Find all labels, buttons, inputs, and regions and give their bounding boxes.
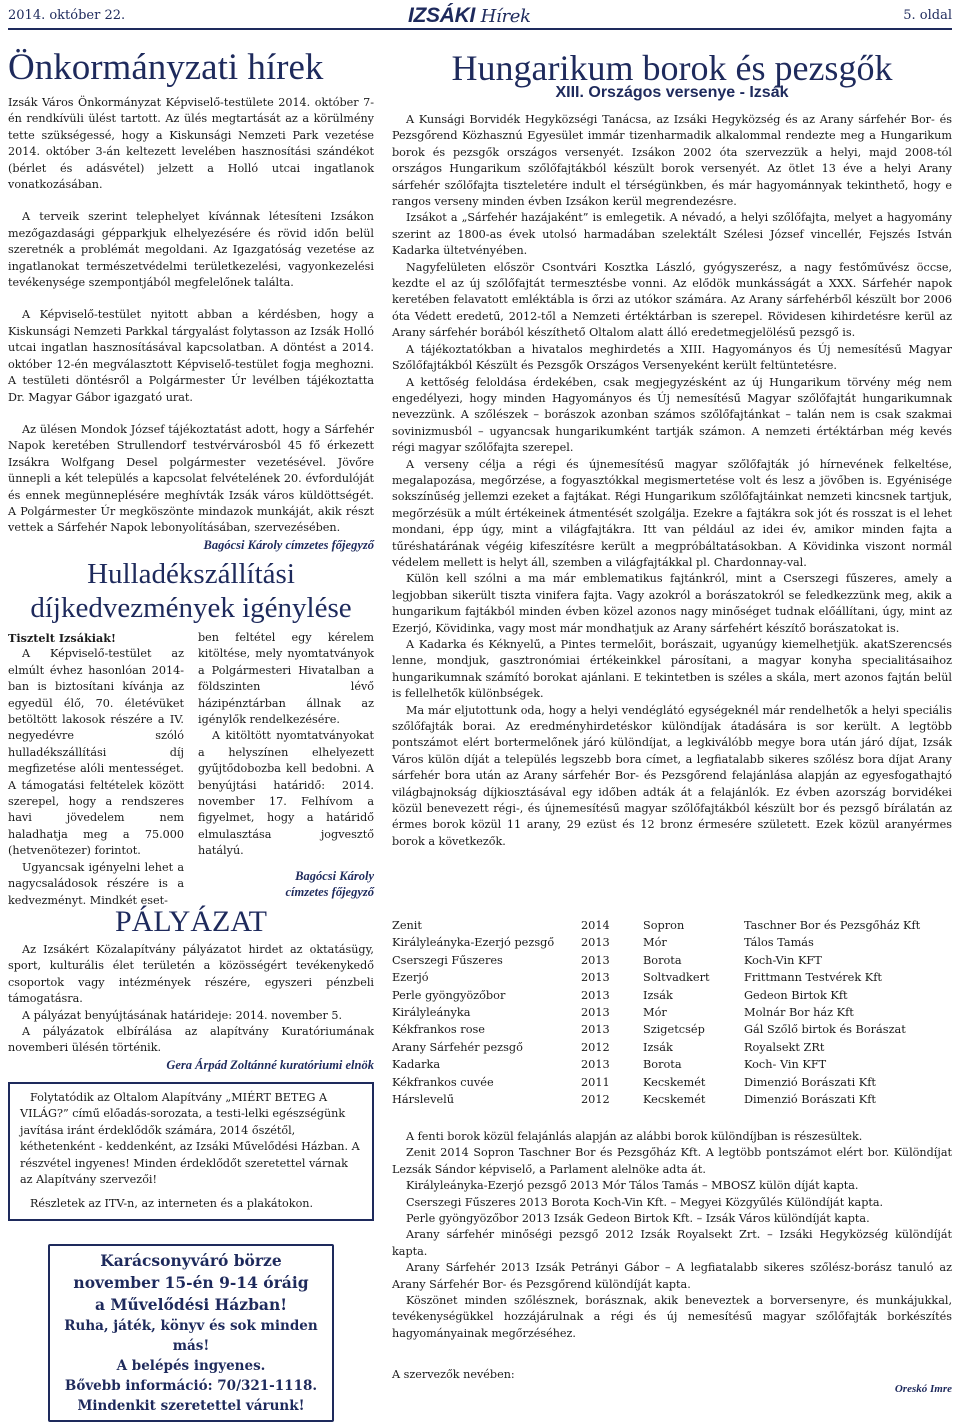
wine-year-cell: 2014 [581, 919, 610, 932]
bazar-entry: A belépés ingyenes. [116, 1358, 266, 1374]
palyazat-signature: Gera Árpád Zoltánné kuratóriumi elnök [166, 1057, 374, 1072]
hull-greeting: Tisztelt Izsákiak! [8, 631, 116, 645]
table-row [392, 919, 952, 936]
table-row [392, 1006, 952, 1023]
hung-award-paragraph: Arany sárfehér minőségi pezsgő 2012 Izsák Royalsekt Zrt. – Izsáki Hegyközség különdíját kapta. [392, 1228, 952, 1258]
wine-name-cell: Kadarka [392, 1058, 441, 1072]
wine-producer-cell: Royalsekt ZRt [744, 1040, 825, 1054]
wine-region-cell: Borota [643, 953, 682, 967]
hung-closing: A szervezők nevében: [392, 1368, 515, 1381]
wine-producer-cell: Koch-Vin KFT [744, 953, 822, 967]
table-row [392, 971, 952, 988]
table-row [392, 954, 952, 971]
wine-year-cell: 2013 [581, 936, 610, 950]
hung-paragraph: A tájékoztatókban a hivatalos meghirdetés a XIII. Hagyományos és Új nemesítésű Magyar Szőlőfajtákból Készült és Pezsgők Országos Versenyeként került feltüntetésre. [392, 342, 952, 373]
onk-paragraph-3: A Képviselő-testület nyitott abban a kérdésben, hogy a Kiskunsági Nemzeti Parkkal tárgyalást folytasson az Izsák Holló utcai ingatlan hasznosításával kapcsolatban. A döntést a 2014. október 12-én megválasztott Képviselő-testület fogja meghozni. A testületi döntésről a Polgármester Úr levélben tájékoztatta Dr. Magyar Gábor igazgató urat. [8, 308, 374, 404]
table-row [392, 1093, 952, 1110]
wine-name-cell: Zenit [392, 919, 422, 932]
bazar-title: Karácsonyváró börze [100, 1251, 282, 1270]
table-row [392, 1058, 952, 1075]
wine-year-cell: 2013 [581, 953, 610, 967]
wine-name-cell: Kékfrankos cuvée [392, 1075, 494, 1089]
wine-name-cell: Királyleányka [392, 1005, 471, 1019]
oltalom-notice-details: Részletek az ITV-n, az interneten és a plakátokon. [30, 1197, 314, 1211]
hull-col2-paragraph-1: ben feltétel egy kérelem kitöltése, mely nyomtatványok a Polgármesteri Hivatalban a földszinten lévő házipénztárban állnak az igénylők rendelkezésére. [198, 631, 374, 727]
wine-region-cell: Sopron [643, 919, 685, 932]
wine-name-cell: Királyleányka-Ezerjó pezsgő [392, 936, 555, 950]
wine-producer-cell: Koch- Vin KFT [744, 1058, 827, 1072]
wine-producer-cell: Dimenzió Borászati Kft [744, 1075, 876, 1089]
table-row [392, 989, 952, 1006]
hung-special-awards [392, 1129, 952, 1342]
wine-results-table [392, 919, 952, 1110]
wine-year-cell: 2013 [581, 988, 610, 1002]
hung-subtitle: XIII. Országos versenye - Izsák [555, 84, 789, 101]
table-row [392, 1041, 952, 1058]
onk-title: Önkormányzati hírek [8, 47, 324, 88]
hung-award-paragraph: Királyleányka-Ezerjó pezsgő 2013 Mór Tálos Tamás – MBOSZ külön díját kapta. [406, 1179, 859, 1193]
hull-article [8, 630, 374, 909]
wine-region-cell: Mór [643, 1005, 667, 1019]
hung-award-paragraph: Perle gyöngyözőbor 2013 Izsák Gedeon Birtok Kft. – Izsák Város különdíját kapta. [406, 1212, 870, 1226]
wine-name-cell: Arany Sárfehér pezsgő [392, 1040, 523, 1054]
bazar-venue: a Művelődési Házban! [94, 1295, 288, 1314]
wine-year-cell: 2013 [581, 1058, 610, 1072]
wine-producer-cell: Dimenzió Borászati Kft [744, 1092, 876, 1106]
hung-article [392, 112, 952, 850]
hull-title-line-1: Hulladékszállítási [87, 558, 295, 590]
hung-award-paragraph: Köszönet minden szőlésznek, borásznak, akik beneveztek a borversenyre, és munkájukkal, tevékenységükkel hozzájárulnak a régi és új nemesítésű magyar szőlőfajták borkészítés hagyományainak megőrzéséhez. [392, 1294, 952, 1340]
onk-signature: Bagócsi Károly címzetes főjegyző [203, 537, 374, 552]
newspaper-title-main: IZSÁKI [408, 4, 476, 27]
wine-name-cell: Perle gyöngyözőbor [392, 988, 506, 1002]
oltalom-notice-box [8, 1082, 374, 1221]
wine-region-cell: Izsák [643, 988, 673, 1002]
onk-paragraph-2: A terveik szerint telephelyet kívánnak létesíteni Izsákon mezőgazdasági gépparkjuk elhelyezésére és rövid időn belül szeretnék a problémát megoldani. Az Igazgatóság vezetése az ingatlanokat természetvédelmi területkezelési, vagyonkezelési tevékenysége szempontjából megfelelőnek találta. [8, 210, 374, 290]
onk-article [8, 95, 374, 553]
table-row [392, 1023, 952, 1040]
hung-award-paragraph: Cserszegi Fűszeres 2013 Borota Koch-Vin Kft. – Megyei Közgyűlés Különdíját kapta. [406, 1195, 884, 1209]
bazar-welcome: Mindenkit szeretettel várunk! [77, 1398, 305, 1414]
palyazat-article [8, 942, 374, 1073]
palyazat-paragraph-2: A pályázat benyújtásának határideje: 2014. november 5. [22, 1008, 343, 1022]
wine-region-cell: Mór [643, 936, 667, 950]
palyazat-paragraph-1: Az Izsákért Közalapítvány pályázatot hirdet az oktatásügy, sport, kulturális élet területén a közösségért tevékenykedő csoportok vagy intézmények részére, egyszeri pénzbeli támogatásra. [8, 943, 374, 1006]
masthead [8, 6, 952, 30]
hung-award-paragraph: Arany Sárfehér 2013 Izsák Petrányi Gábor – A legfiatalabb sikeres szőlész-borász tanuló az Arany Sárfehér Bor- és Pezsgőrend különdíját kapta. [392, 1261, 952, 1291]
newspaper-title-sub: Hírek [480, 6, 531, 27]
wine-year-cell: 2013 [581, 971, 610, 985]
onk-paragraph-4: Az ülésen Mondok József tájékoztatást adott, hogy a Sárfehér Napok keretében Strullendorf testvérvárosból 45 fő érkezett Izsákra Wolfgang Desel polgármester vezetésével. Jövőre ünnepli a két település a kapcsolat felvételének 20. évfordulóját és ennek megünneplésére meghívták Izsák város küldöttségét. A Polgármester Úr megköszönte mindazok munkáját, akik részt vettek a Sárfehér Napok lebonyolításában, szervezésében. [8, 422, 374, 535]
bazar-date: november 15-én 9-14 óráig [73, 1273, 309, 1292]
bazar-items: Ruha, játék, könyv és sok minden más! [64, 1318, 318, 1354]
onk-paragraph-1: Izsák Város Önkormányzat Képviselő-testülete 2014. október 7-én rendkívüli ülést tartott. Az ülés megtartását az a körülmény tette szükségessé, hogy a Kiskunsági Nemzeti Park vezetése 2014. október 3-án keltezett levelében hasznosítási szándékot (bérlet és adásvétel) jelzett a Holló utcai ingatlanok vonatkozásában. [8, 96, 374, 192]
hull-col1-paragraph-1: A Képviselő-testület az elmúlt évhez hasonlóan 2014-ban is biztosítani kívánja az egyedül élő, 70. életévüket betöltött lakosok részére a IV. negyedévre szóló hulladékszállítási díj megfizetése alóli mentességet. A támogatási feltételek között szerepel, hogy a rendszeres havi jövedelem nem haladhatja meg a 75.000 (hetvenötezer) forintot. [8, 647, 184, 858]
wine-year-cell: 2013 [581, 1023, 610, 1037]
wine-name-cell: Cserszegi Fűszeres [392, 953, 503, 967]
hung-paragraph: Izsákot a „Sárfehér hazájaként” is emlegetik. A névadó, a helyi szőlőfajta, melyet a hagyomány szerint az 1800-as évek utolsó harmadában szelektált Szélesi József vincellér, Fejszés István Kadarka ültetvényében. [392, 211, 952, 258]
wine-producer-cell: Molnár Bor ház Kft [744, 1005, 854, 1019]
hull-column-1 [8, 630, 184, 909]
bazar-box [48, 1244, 334, 1422]
hung-paragraph: Ma már eljutottunk oda, hogy a helyi vendéglátó egységeknél már rendelhetők a helyi speciális szőlőfajták borai. Az eredményhirdetéskor különdíjak átadására is sor került. A legtöbb pontszámot elért bortermelőnek járó különdíjat, a legkiválóbb megye bora után járó díjat, Izsák Város külön díját a település legszebb bora címet, a legfiatalabb sikeres szőlész bora díjat Arany sárfehér bora után az Arany sárfehér Bor- és Pezsgőrend felajánlása alapján az egyesfogathajtó világbajnokság díjkiosztásával egy időben adták át a felajánlók. Ez évben azország borvidékei közül benevezett régi-, és újnemesítésű magyar szőlőfajtákból készült bor és pezsgő bírálatán az érmes borok közül 11 arany, 29 ezüst és 12 bronz érmesére született. Ezek közül aranyérmes borok a következők. [392, 703, 952, 848]
wine-region-cell: Borota [643, 1058, 682, 1072]
newspaper-title [408, 4, 531, 28]
wine-producer-cell: Gedeon Birtok Kft [744, 988, 848, 1002]
table-row [392, 936, 952, 953]
hull-columns [8, 630, 374, 909]
hung-paragraph: A kettőség feloldása érdekében, csak megjegyzésként az új Hungarikum törvény még nem engedélyezi, hogy minden Hagyományos és Új nemesítésű Magyar szőlőfajtát hungarikumnak nevezzünk. A szőlészek – borászok azonban számos szőlőfajtánkat – talán nem is csak szakmai sovinizmusból – ugyancsak hungarikumként tartják számon. A nemzeti értéktárban még kevés régi magyar szőlőfajta szerepel. [392, 375, 952, 455]
wine-region-cell: Izsák [643, 1040, 673, 1054]
wine-producer-cell: Tálos Tamás [744, 936, 814, 950]
wine-name-cell: Ezerjó [392, 971, 429, 985]
wine-name-cell: Hárslevelű [392, 1092, 455, 1106]
palyazat-title: PÁLYÁZAT [115, 905, 267, 938]
hung-signature: Oreskó Imre [894, 1383, 952, 1395]
wine-year-cell: 2013 [581, 1005, 610, 1019]
hung-title: Hungarikum borok és pezsgők [451, 48, 893, 88]
wine-name-cell: Kékfrankos rose [392, 1023, 485, 1037]
hull-title-line-2: díjkedvezmények igénylése [30, 592, 352, 624]
hung-award-paragraph: Zenit 2014 Sopron Taschner Bor és Pezsgőház Kft. A legtöbb pontszámot elért bor. Különdíjat Lezsák Sándor képviselő, a Parlament alelnöke adta át. [392, 1146, 952, 1176]
hung-paragraph: Külön kell szólni a ma már emblematikus fajtánkról, mint a Cserszegi fűszeres, amely a legjobban sikerült tiszta vinifera fajta. Vagy azokról a borászatokról se feledkezzünk meg, akik a hungarikum fajtákból minden évben közel azonos nagy minőséget tudnak előállítani, úgy, mint az Ezerjó, Kövidinka, vagy most már mondhatjuk az Arany sárfehért készítő borászatokat is. [392, 572, 952, 635]
wine-region-cell: Szigetcsép [643, 1023, 705, 1037]
wine-year-cell: 2012 [581, 1040, 610, 1054]
hull-signature-title: címzetes főjegyző [285, 885, 374, 900]
bazar-info: Bővebb információ: 70/321-1118. [64, 1378, 318, 1394]
hung-paragraph: Nagyfelületen először Csontvári Kosztka László, gyógyszerész, a nagy festőművész öccse, kezdte el az új szőlőfajtát termesztésbe vonni. Az elődök munkásságát a XXX. Sárfehér napok keretében felavatott emléktábla is őrzi az utókor számára. Az Arany sárfehérből készült bor 2006 óta Védett eredetű, 2012-től a Nemzeti értéktárban is szerepel. Rövidesen kihirdetésre kerül az Arany sárfehér borából készíthető Oltalom alatt álló eredetmegjelölésű pezsgő is. [392, 260, 952, 340]
wine-producer-cell: Taschner Bor és Pezsgőház Kft [744, 919, 921, 932]
wine-region-cell: Kecskemét [643, 1075, 706, 1089]
wine-year-cell: 2012 [581, 1092, 610, 1106]
hung-paragraph: A Kunsági Borvidék Hegyközségi Tanácsa, az Izsáki Hegyközség és az Arany sárfehér Bor- és Pezsgőrend Közhasznú Egyesület immár tizenharmadik alkalommal rendezte meg a Hungarikum borok és pezsgők országos versenyét. Izsákon 2002 óta szervezzük a helyi, majd 2008-tól országos Hungarikum szőlőfajtákból készült borok versenyét. Az ötlet 13 éve a helyi Arany sárfehér szőlőfajta tiszteletére indult el térségünkben, és már hagyománnyak tekinthető, hogy e rangos verseny minden évben Izsákon kerül megrendezésre. [392, 113, 952, 209]
palyazat-paragraph-3: A pályázatok elbírálása az alapítvány Kuratóriumának novemberi ülésén történik. [8, 1025, 374, 1055]
oltalom-notice-text: Folytatódik az Oltalom Alapítvány „MIÉRT BETEG A VILÁG?” című előadás-sorozata, a testi-lelki egészségünk javítása iránt érdeklődők számára, 2014 őszétől, kéthetenként - keddenként, az Izsáki Művelődési Házban. A részvétel ingyenes! Minden érdeklődőt szeretettel várnak az Alapítvány szervezői! [20, 1091, 360, 1187]
page-number: 5. oldal [903, 8, 952, 23]
hung-paragraph: A verseny célja a régi és újnemesítésű magyar szőlőfajták jó hírnevének felkeltése, megalapozása, megőrzése, a fogyasztókkal megismertetése volt és lesz a jövőben is. Egyénisége sokszínűség jellemzi ezeket a fajtákat. Régi Hungarikum szőlőfajtáinkat nemzeti kincsnek tartjuk, megőrzésük a múlt értékeinek átmentését szolgálja. Ezekre a fajtákra sok jót és rosszat is el lehet mondani, épp úgy, mint a világfajtákra. Itt van például az idei év, amikor minden fajta a tűréshatárának végéig kifeszítésre került a megpróbáltatásokban. A Kövidinka viszont normál védelem mellett is helyt áll, szemben a világfajtákkal pl. Chardonnay-val. [392, 457, 952, 569]
wine-region-cell: Soltvadkert [643, 971, 710, 985]
hung-paragraph: A Kadarka és Kéknyelű, a Pintes termelőit, borászait, ugyanúgy kiemelhetjük. akatSzerencsés lenne, mondjuk, gasztronómiai értékeinkkel párosítani, a magyar konyha specialitásaihoz hungarikumnak számító borokat ajánlani. E tekintetben is széles a skála, mert azonos fajtán belül is fellelhetők különbségek. [392, 638, 952, 701]
hull-col1-paragraph-2: Ugyancsak igényelni lehet a nagycsaládosok részére is a kedvezményt. Mindkét eset- [8, 860, 184, 907]
hull-column-2 [198, 630, 374, 909]
issue-date: 2014. október 22. [8, 8, 126, 23]
wine-region-cell: Kecskemét [643, 1092, 706, 1106]
hull-col2-paragraph-2: A kitöltött nyomtatványokat a helyszínen elhelyezett gyűjtődobozba kell bedobni. A benyújtási határidő: 2014. november 17. Felhívom a figyelmet, hogy a határidő elmulasztása jogvesztő hatályú. [198, 729, 374, 858]
wine-producer-cell: Frittmann Testvérek Kft [744, 971, 882, 985]
wine-results-table-wrap [392, 919, 952, 1110]
wine-year-cell: 2011 [581, 1075, 610, 1089]
hung-award-paragraph: A fenti borok közül felajánlás alapján az alábbi borok különdíjban is részesültek. [406, 1130, 863, 1143]
hull-signature-name: Bagócsi Károly [295, 868, 374, 883]
wine-producer-cell: Gál Szőlő birtok és Borászat [744, 1023, 906, 1037]
table-row [392, 1076, 952, 1093]
